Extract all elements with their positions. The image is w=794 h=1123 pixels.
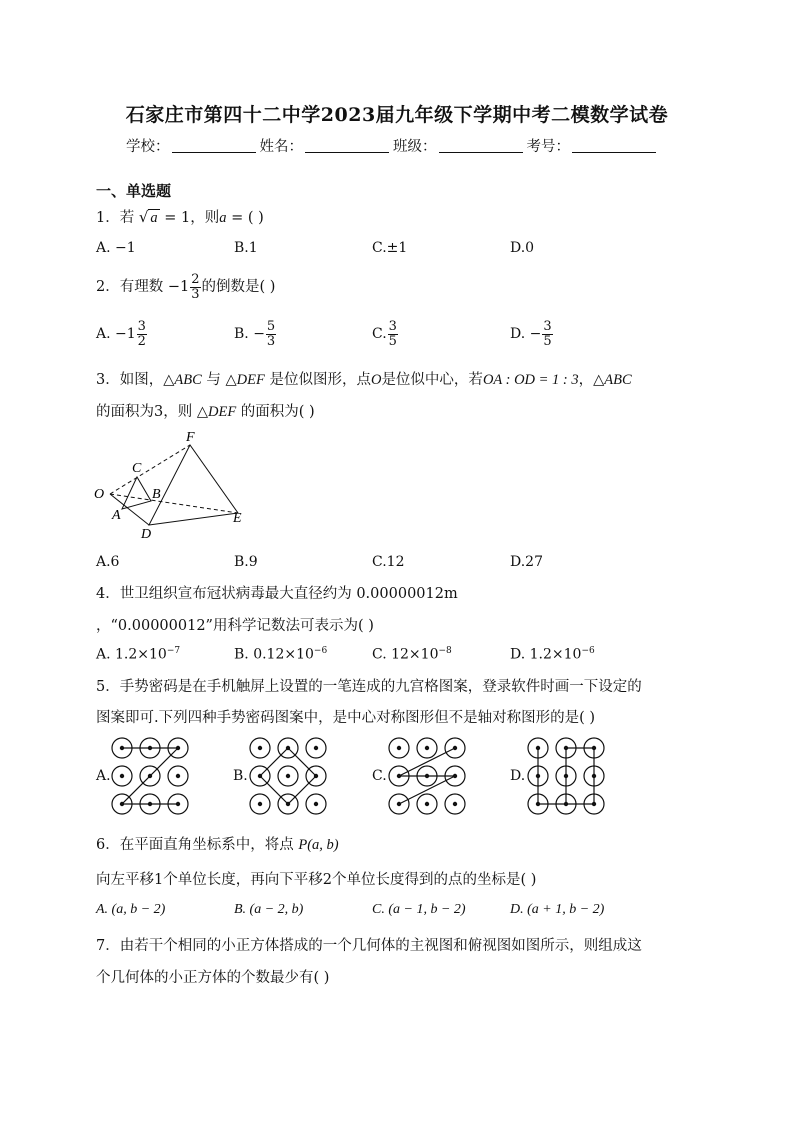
school-label: 学校： (126, 139, 170, 155)
gesture-pattern-a[interactable] (108, 734, 192, 818)
question-4-line-2: ，“0.00000012”用科学记数法可表示为( ) (96, 618, 374, 634)
section-heading: 一、单选题 (96, 182, 172, 200)
q2-head: 2．有理数 −1 (96, 279, 190, 296)
q2-option-a[interactable]: A. −1 $\frac{3}{2}$ (96, 319, 146, 349)
q3-option-b[interactable]: B.9 (234, 554, 258, 570)
q1-var: a (219, 210, 227, 226)
q2-option-c[interactable]: C. $\frac{3}{5}$ (372, 319, 397, 349)
q1-tail: = ( ) (226, 210, 264, 226)
q5-option-a-label[interactable]: A. (96, 768, 111, 784)
q4-option-c[interactable]: C. $12\times 10^{-8}$ (372, 646, 452, 663)
gesture-pattern-b[interactable] (246, 734, 330, 818)
q3-option-d[interactable]: D.27 (510, 554, 543, 570)
q1-option-c[interactable]: C.±1 (372, 240, 408, 256)
class-blank[interactable] (439, 138, 523, 153)
q4-option-a[interactable]: A. $1.2\times 10^{-7}$ (96, 646, 181, 663)
label-F: F (186, 430, 195, 445)
question-5-line-1: 5．手势密码是在手机触屏上设置的一笔连成的九宫格图案，登录软件时画一下设定的 (96, 679, 642, 695)
sqrt-sign: √ (138, 208, 149, 226)
school-blank[interactable] (172, 138, 256, 153)
q2-option-d[interactable]: D. − $\frac{3}{5}$ (510, 319, 552, 349)
class-label: 班级： (393, 139, 437, 155)
question-7-line-1: 7．由若干个相同的小正方体搭成的一个几何体的主视图和俯视图如图所示，则组成这 (96, 938, 642, 954)
q4-option-b[interactable]: B. $0.12\times 10^{-6}$ (234, 646, 328, 663)
q6-option-d[interactable]: D. (a + 1, b − 2) (510, 902, 605, 917)
question-2 (96, 273, 275, 301)
q3-option-a[interactable]: A.6 (96, 554, 120, 570)
gesture-pattern-d[interactable] (524, 734, 608, 818)
exam-no-label: 考号： (526, 139, 570, 155)
q6-option-c[interactable]: C. (a − 1, b − 2) (372, 902, 466, 917)
name-blank[interactable] (305, 138, 389, 153)
label-B: B (152, 487, 161, 502)
question-5-line-2: 图案即可.下列四种手势密码图案中，是中心对称图形但不是轴对称图形的是( ) (96, 710, 596, 726)
question-7-line-2: 个几何体的小正方体的个数最少有( ) (96, 970, 330, 986)
q1-eq: = 1，则 (159, 210, 220, 226)
q2-tail: 的倒数是( ) (201, 279, 276, 296)
q2-option-b[interactable]: B. − $\frac{5}{3}$ (234, 319, 276, 349)
q6-option-b[interactable]: B. (a − 2, b) (234, 902, 304, 917)
question-3-line-1: 3．如图，△ABC 与 △DEF 是位似图形，点O是位似中心，若OA : OD = 1 : 3，△ABC (96, 372, 632, 388)
question-4-line-1: 4．世卫组织宣布冠状病毒最大直径约为 0.00000012m (96, 586, 458, 602)
q5-option-b-label[interactable]: B. (233, 768, 248, 784)
label-C: C (132, 461, 142, 476)
question-6-line-2: 向左平移1个单位长度，再向下平移2个单位长度得到的点的坐标是( ) (96, 872, 537, 888)
q5-option-d-label[interactable]: D. (510, 768, 526, 784)
label-D: D (141, 527, 152, 542)
q2-fraction: $\frac{2}{3}$ (191, 272, 200, 302)
name-label: 姓名： (259, 139, 303, 155)
q1-prefix: 1．若 (96, 210, 135, 226)
question-3-line-2: 的面积为3，则 △DEF 的面积为( ) (96, 404, 315, 420)
q5-option-c-label[interactable]: C. (372, 768, 387, 784)
label-A: A (112, 508, 121, 523)
q4-option-d[interactable]: D. $1.2\times 10^{-6}$ (510, 646, 595, 663)
exam-title: 石家庄市第四十二中学2023届九年级下学期中考二模数学试卷 (125, 104, 669, 126)
q6-option-a[interactable]: A. (a, b − 2) (96, 902, 166, 917)
student-info-line (126, 135, 660, 156)
label-O: O (94, 487, 105, 502)
similar-triangles-figure (90, 425, 260, 545)
exam-no-blank[interactable] (572, 138, 656, 153)
q1-radicand: a (150, 210, 158, 226)
q1-option-d[interactable]: D.0 (510, 240, 535, 256)
label-E: E (233, 511, 242, 526)
gesture-pattern-c[interactable] (385, 734, 469, 818)
q3-option-c[interactable]: C.12 (372, 554, 405, 570)
question-1 (96, 206, 264, 227)
q1-option-b[interactable]: B.1 (234, 240, 258, 256)
question-6-line-1: 6．在平面直角坐标系中，将点 P(a, b) (96, 837, 339, 853)
q1-option-a[interactable]: A. −1 (96, 240, 136, 256)
